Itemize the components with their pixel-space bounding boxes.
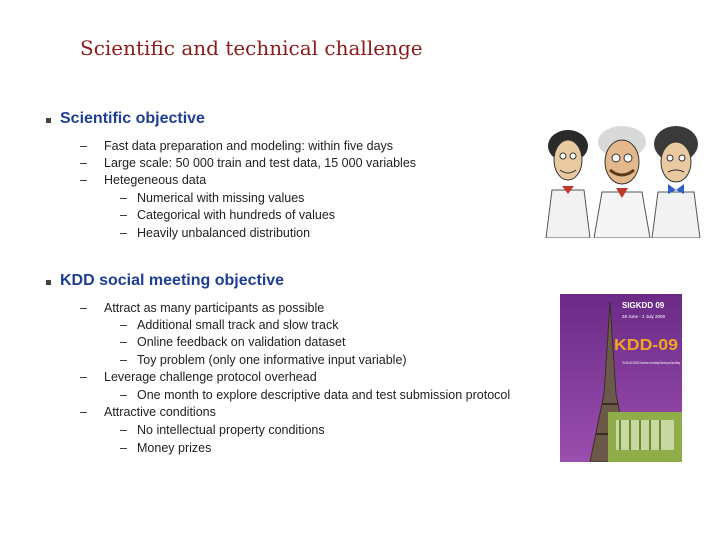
list-subitem: – Money prizes — [120, 441, 212, 455]
list-subitem: – Numerical with missing values — [120, 191, 305, 205]
list-subitem: – Heavily unbalanced distribution — [120, 226, 311, 240]
scientists-cartoon-image — [538, 120, 706, 238]
list-subitem: – Additional small track and slow track — [120, 318, 339, 332]
list-item: – Attractive conditions — [80, 405, 216, 419]
list-item: – Attract as many participants as possible — [80, 301, 325, 315]
list-subitem: – Online feedback on validation dataset — [120, 335, 346, 349]
section-heading-scientific: Scientific objective — [60, 110, 205, 127]
list-item: – Hetegeneous data — [80, 173, 207, 187]
list-subitem: – Toy problem (only one informative input variable) — [120, 353, 407, 367]
poster-date-text: 28 June - 1 July 2009 — [622, 314, 666, 319]
section-bullet — [46, 280, 51, 285]
list-subitem: – One month to explore descriptive data and test submission protocol — [120, 388, 511, 402]
section-heading-kdd: KDD social meeting objective — [60, 272, 285, 289]
section-bullet — [46, 118, 51, 123]
list-subitem: – No intellectual property conditions — [120, 423, 325, 437]
list-subitem: – Categorical with hundreds of values — [120, 208, 336, 222]
kdd09-poster-image — [560, 294, 682, 462]
poster-top-text: SIGKDD 09 — [622, 301, 665, 310]
list-item: – Leverage challenge protocol overhead — [80, 370, 317, 384]
slide-title: Scientific and technical challenge — [80, 36, 423, 60]
list-item: – Large scale: 50 000 train and test data, 15 000 variables — [80, 156, 417, 170]
poster-big-text: KDD-09 — [614, 337, 679, 354]
poster-sub-text: The 15th ACM SIGKDD Conference on Knowledge Discovery and Data Mining — [622, 361, 681, 365]
list-item: – Fast data preparation and modeling: within five days — [80, 139, 394, 153]
